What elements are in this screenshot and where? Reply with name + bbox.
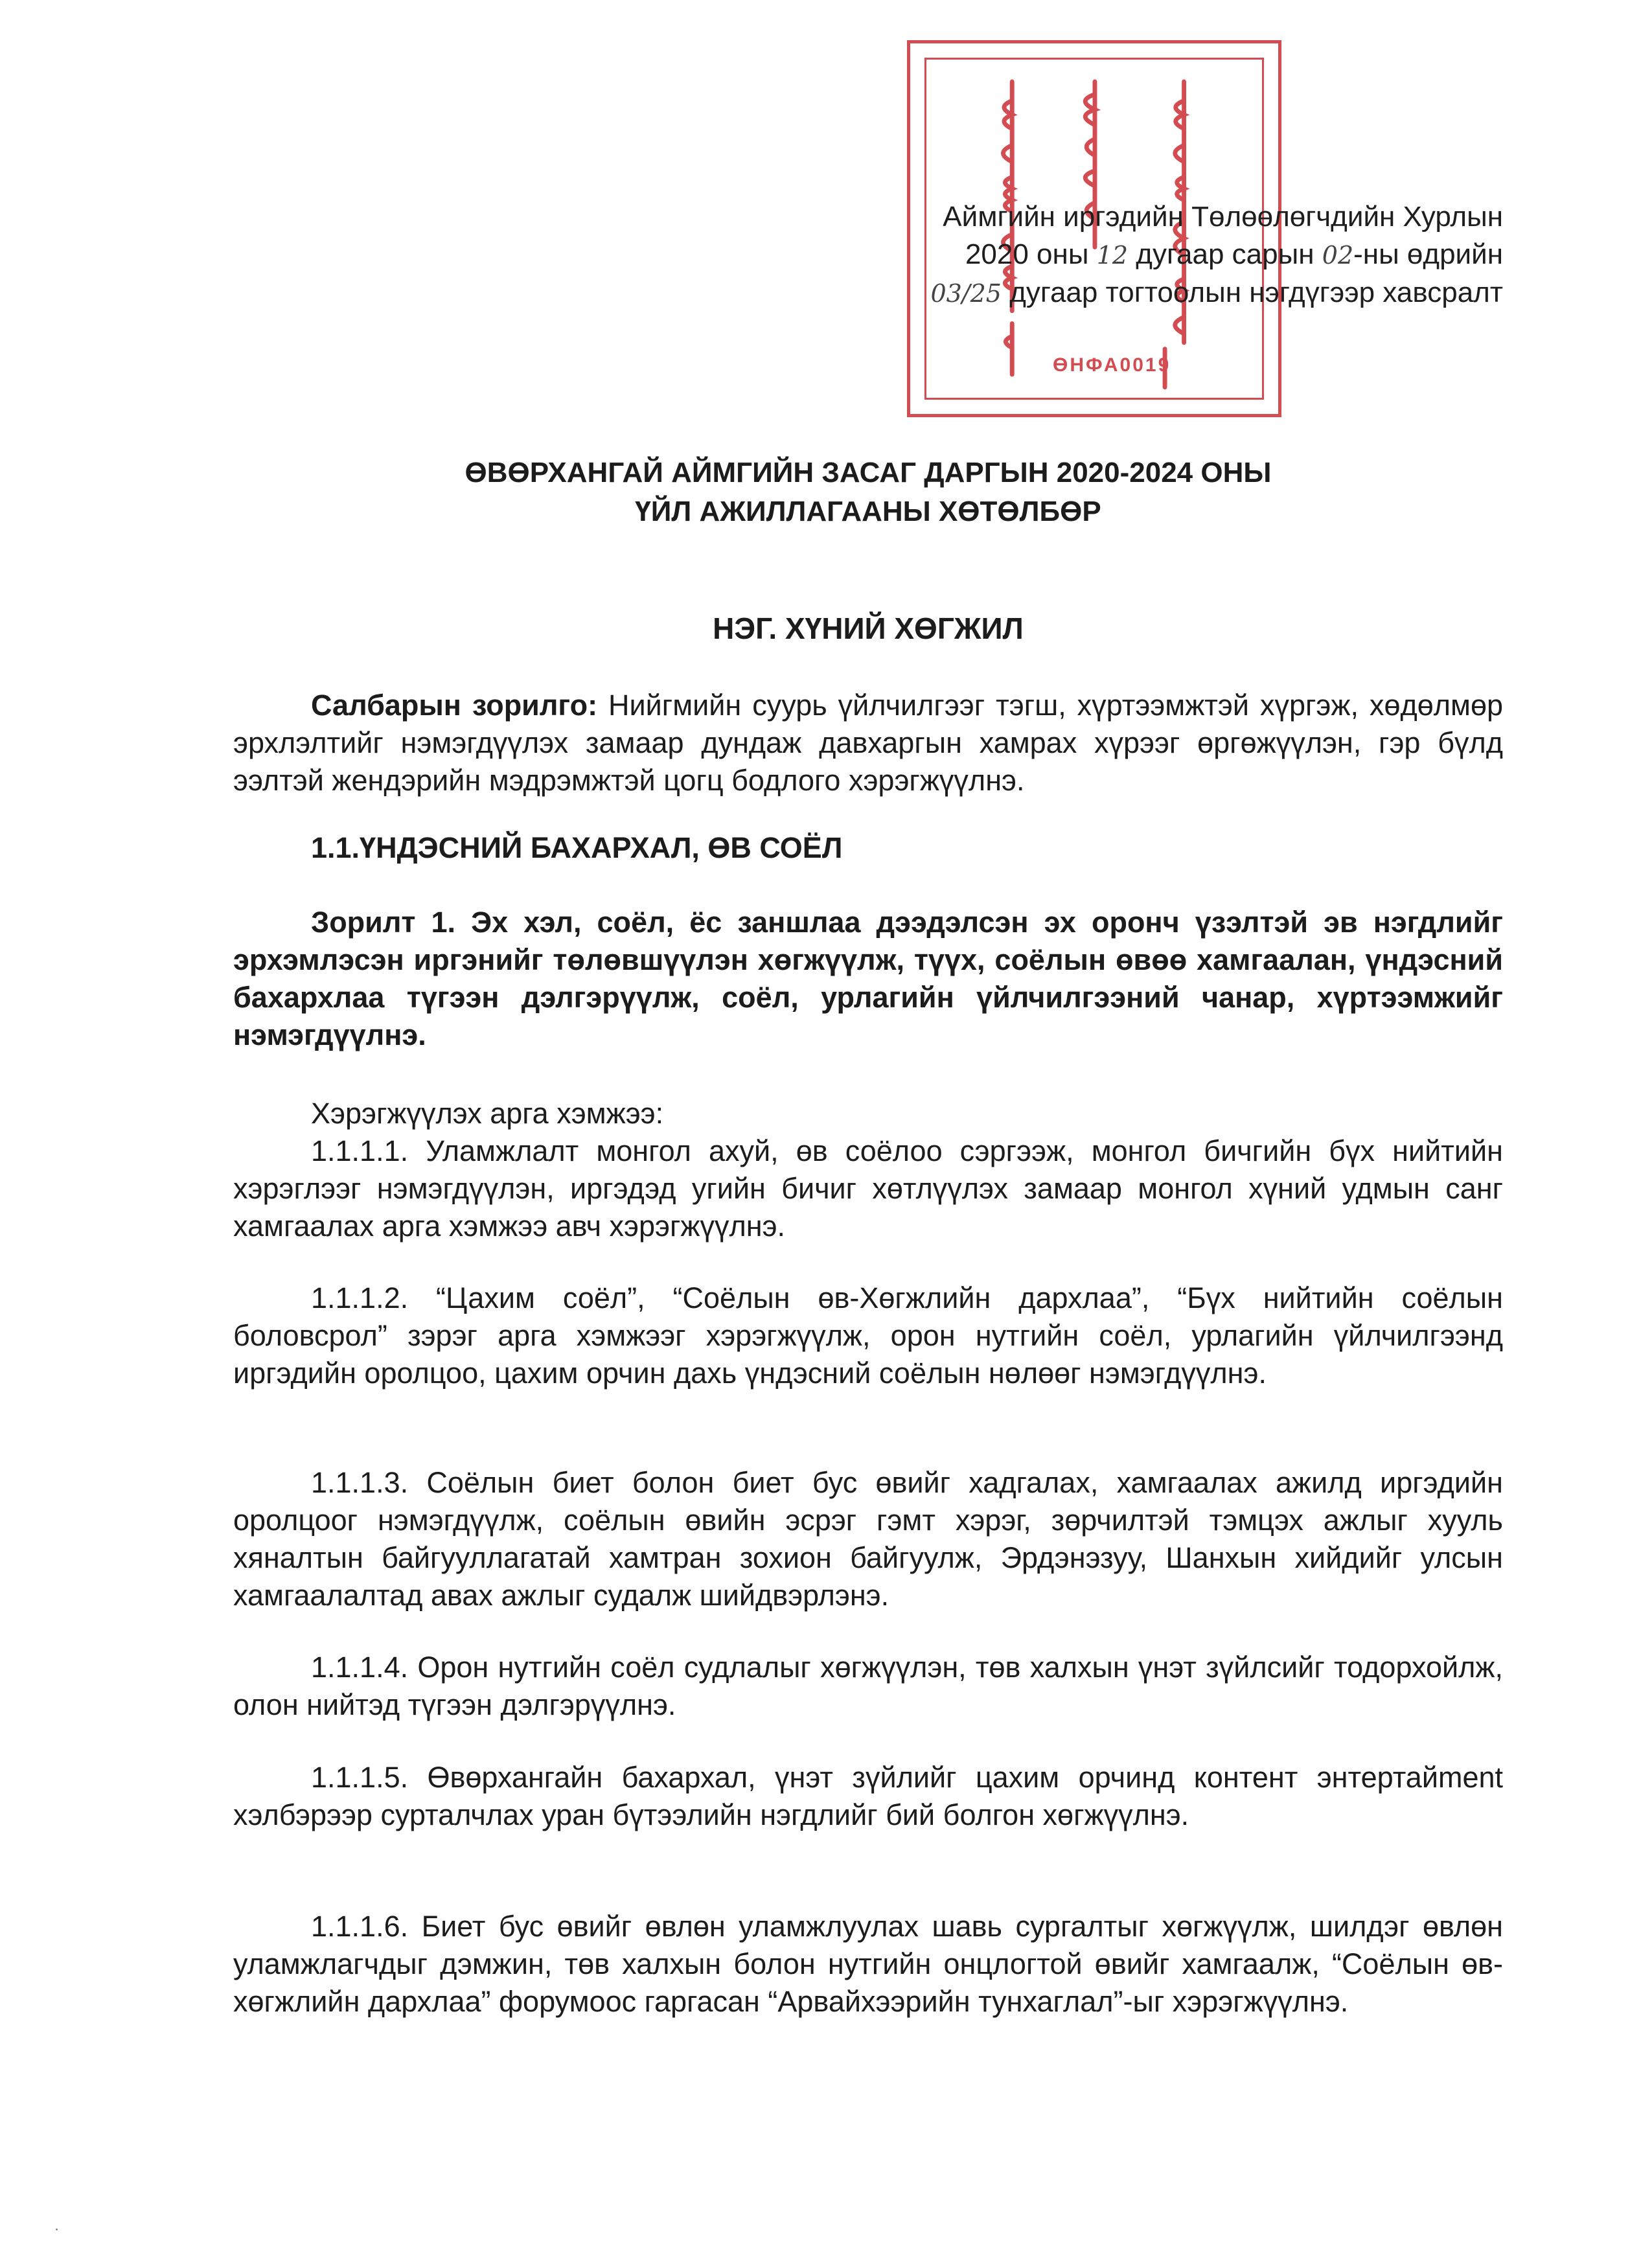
attachment-line-2-mid: дугаар сарын bbox=[1128, 238, 1322, 270]
attachment-line-2 bbox=[790, 236, 1503, 274]
sector-goal bbox=[233, 687, 1503, 799]
stamp-code: ӨНФА0019 bbox=[1053, 354, 1171, 376]
measure-item bbox=[233, 1759, 1503, 1834]
attachment-reference bbox=[790, 198, 1503, 312]
measure-item bbox=[233, 1279, 1503, 1392]
attachment-line-2-suffix: -ны өдрийн bbox=[1353, 238, 1503, 270]
attachment-line-3 bbox=[790, 274, 1503, 312]
handwritten-month: 12 bbox=[1096, 241, 1129, 269]
attachment-line-3-suffix: дугаар тогтоолын нэгдүгээр хавсралт bbox=[1001, 277, 1503, 308]
measure-item-text: 1.1.1.4. Орон нутгийн соёл судлалыг хөгжүүлэн, төв халхын үнэт зүйлсийг тодорхойлж, олон нийтэд түгээн дэлгэрүүлнэ. bbox=[233, 1651, 1503, 1721]
handwritten-day: 02 bbox=[1322, 241, 1354, 269]
sector-goal-text: Нийгмийн суурь үйлчилгээг тэгш, хүртээмжтэй хүргэж, хөдөлмөр эрхлэлтийг нэмэгдүүлэх замаар дундаж давхаргын хамрах хүрээг өргөжүүлэн, гэр бүлд ээлтэй жендэрийн мэдрэмжтэй цогц бодлого хэрэгжүүлнэ. bbox=[233, 689, 1504, 797]
document-title bbox=[233, 453, 1503, 531]
measure-item-text: 1.1.1.2. “Цахим соёл”, “Соёлын өв-Хөгжлийн дархлаа”, “Бүх нийтийн соёлын боловсрол” зэрэг арга хэмжээг хэрэгжүүлж, орон нутгийн соёл, урлагийн үйлчилгээнд иргэдийн оролцоо, цахим орчин дахь үндэсний соёлын нөлөөг нэмэгдүүлнэ. bbox=[233, 1281, 1503, 1390]
scan-speck bbox=[56, 2228, 58, 2230]
subsection-title-text: 1.1.ҮНДЭСНИЙ БАХАРХАЛ, ӨВ СОЁЛ bbox=[311, 831, 843, 864]
sector-goal-label: Салбарын зорилго: bbox=[311, 689, 598, 722]
document-title-line-2: ҮЙЛ АЖИЛЛАГААНЫ ХӨТӨЛБӨР bbox=[635, 496, 1101, 527]
measures-heading bbox=[233, 1095, 1503, 1132]
handwritten-resolution-number: 03/25 bbox=[930, 279, 1002, 308]
measure-item-text: 1.1.1.3. Соёлын биет болон биет бус өвийг хадгалах, хамгаалах ажилд иргэдийн оролцоог нэмэгдүүлж, соёлын өвийн эсрэг гэмт хэрэг, зөрчилтэй тэмцэх ажлыг хууль хяналтын байгууллагатай хамтран зохион байгуулж, Эрдэнэзуу, Шанхын хийдийг улсын хамгаалалтад авах ажлыг судалж шийдвэрлэнэ. bbox=[233, 1466, 1503, 1612]
document-title-line-1: ӨВӨРХАНГАЙ АЙМГИЙН ЗАСАГ ДАРГЫН 2020-2024 ОНЫ bbox=[465, 457, 1272, 488]
objective-1-text: Зорилт 1. Эх хэл, соёл, ёс заншлаа дээдэлсэн эх оронч үзэлтэй эв нэгдлийг эрхэмлэсэн иргэнийг төлөвшүүлэн хөгжүүлж, түүх, соёлын өвөө хамгаалан, үндэсний бахархлаа түгээн дэлгэрүүлж, соёл, урлагийн үйлчилгээний чанар, хүртээмжийг нэмэгдүүлнэ. bbox=[233, 906, 1503, 1051]
section-title: НЭГ. ХҮНИЙ ХӨГЖИЛ bbox=[713, 612, 1024, 645]
measure-item-text: 1.1.1.1. Уламжлалт монгол ахуй, өв соёлоо сэргээж, монгол бичгийн бүх нийтийн хэрэглээг нэмэгдүүлэн, иргэдэд угийн бичиг хөтлүүлэх замаар монгол хүний удмын санг хамгаалах арга хэмжээ авч хэрэгжүүлнэ. bbox=[233, 1134, 1503, 1243]
measures-heading-text: Хэрэгжүүлэх арга хэмжээ: bbox=[311, 1097, 664, 1130]
attachment-line-2-prefix: 2020 оны bbox=[965, 238, 1097, 270]
measure-item bbox=[233, 1908, 1503, 2021]
measure-item-text: 1.1.1.6. Биет бус өвийг өвлөн уламжлуулах шавь сургалтыг хөгжүүлж, шилдэг өвлөн уламжлагчдыг дэмжин, төв халхын болон нутгийн онцлогтой өвийг хамгаалж, “Соёлын өв- хөгжлийн дархлаа” форумоос гаргасан “Арвайхээрийн тунхаглал”-ыг хэрэгжүүлнэ. bbox=[233, 1910, 1503, 2018]
measure-item bbox=[233, 1464, 1503, 1614]
attachment-line-1: Аймгийн иргэдийн Төлөөлөгчдийн Хурлын bbox=[943, 201, 1503, 233]
objective-1 bbox=[233, 904, 1503, 1054]
subsection-title bbox=[233, 829, 1503, 867]
measure-item bbox=[233, 1132, 1503, 1245]
measure-item bbox=[233, 1649, 1503, 1724]
measure-item-text: 1.1.1.5. Өвөрхангайн бахархал, үнэт зүйлийг цахим орчинд контент энтертайment хэлбэрээр сурталчлах уран бүтээлийн нэгдлийг бий болгон хөгжүүлнэ. bbox=[233, 1761, 1503, 1831]
